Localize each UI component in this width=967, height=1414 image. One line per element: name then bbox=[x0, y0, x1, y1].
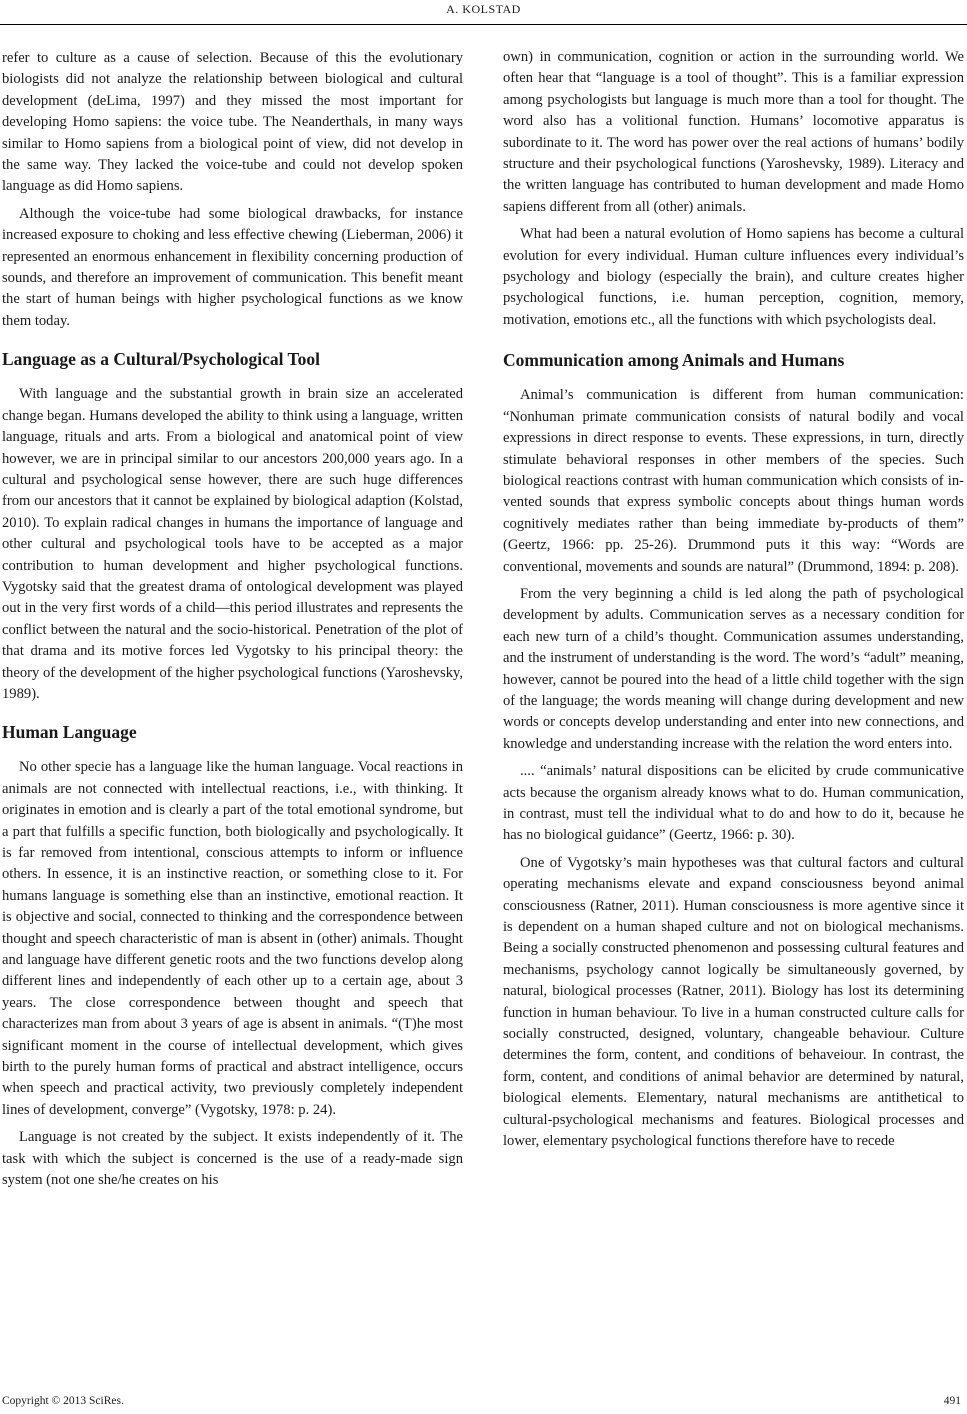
right-column bbox=[503, 47, 964, 1159]
paragraph: Animal’s communication is different from human communication: “Nonhuman primate communication consists of natural bodily and vocal expressions in direct response to events. These expressions, in turn, directly stimulate behavioral responses in other members of the species. Such biological reactions contrast with human communication which consists of invented sounds that express symbolic concepts about things human words cognitively mediates rather than being immediate by-products of them” (Geertz, 1966: pp. 25-26). Drummond puts it this way: “Words are conventional, movements and sounds are natural” (Drummond, 1894: p. 208). bbox=[503, 387, 964, 575]
section-heading: Communication among Animals and Humans bbox=[503, 350, 845, 371]
paragraph: One of Vygotsky’s main hypotheses was that cultural factors and cultural operating mechanisms elevate and expand consciousness beyond animal consciousness (Ratner, 2011). Human consciousness is more agentive since it is dependent on a human shaped culture and not on biological mechanisms. Being a socially constructed phenomenon and possessing cultural features and mechanisms, psychology cannot logically be simultaneously governed, by natural, biological processes (Ratner, 2011). Biology has lost its determining function in human behaviour. To live in a human constructed culture calls for socially constructed, designed, voluntary, changeable behaviour. Culture determines the form, content, and conditions of behaveiour. In contrast, the form, content, and conditions of animal behavior are determined by natural, biological elements. Elementary, natural mechanisms are antithetical to cultural-psychological mechanisms and features. Biological processes and lower, elementary psychological functions therefore have to recede bbox=[503, 854, 964, 1150]
paragraph: refer to culture as a cause of selection. Because of this the evolutionary biologists did not analyze the relationship between biological and cultural development (deLima, 1997) and they missed the most important for developing Homo sapiens: the voice tube. The Neanderthals, in many ways similar to Homo sapiens from a biological point of view, did not develop in the same way. They lacked the voice-tube and could not develop spoken language as did Homo sapiens. bbox=[2, 50, 463, 195]
paragraph: .... “animals’ natural dispositions can be elicited by crude communicative acts because the organism already knows what to do. Human communication, in contrast, must tell the individual what to do and how to do it, because he has no biological guidance” (Geertz, 1966: p. 30). bbox=[503, 763, 964, 844]
paragraph: What had been a natural evolution of Homo sapiens has become a cultural evolution for every individual. Human culture influences every individual’s psychology and biology (especially the brain), and culture creates higher psychological functions, i.e. human perception, cognition, memory, motivation, emotions etc., all the functions with which psychologists deal. bbox=[503, 226, 964, 328]
running-head: A. KOLSTAD bbox=[446, 2, 521, 16]
paragraph: With language and the substantial growth in brain size an accelerated change began. Humans developed the ability to think using a language, written language, rituals and arts. From a biological and anatomical point of view however, we are in principal similar to our ancestors 200,000 years ago. In a cultural and psychological sense however, there are such huge differences from our ancestors that it cannot be explained by biological adaption (Kolstad, 2010). To explain radical changes in humans the importance of language and other cultural and psychological tools have to be accepted as a major contribution to human development and higher psychological functions. Vygotsky said that the greatest drama of ontological development was played out in the very first words of a child—this period illustrates and represents the conflict between the natural and the socio-historical. Penetration of the plot of that drama and its motive forces led Vygotsky to his principal theory: the theory of the development of the higher psychological functions (Yaroshevsky, 1989). bbox=[2, 386, 463, 702]
paragraph: From the very beginning a child is led along the path of psychological development by adults. Communication serves as a necessary condition for each new turn of a child’s thought. Communication assumes understanding, and the instrument of understanding is the word. The word’s “adult” meaning, however, cannot be poured into the head of a little child together with the sign of the language; the words meaning will change during development and new words or concepts develop understanding and enter into new connections, and knowledge and understanding increase with the relation the word enters into. bbox=[503, 585, 964, 752]
header-rule bbox=[0, 24, 967, 25]
paragraph: own) in communication, cognition or action in the surrounding world. We often hear that “language is a tool of thought”. This is a familiar expression among psychologists but language is much more than a tool for thought. The word also has a volitional function. Humans’ locomotive apparatus is subordinate to it. The word has power over the real actions of humans’ bodily structure and their psychological functions (Yaroshevsky, 1989). Literacy and the written language has contributed to human development and made Homo sapiens different from all (other) animals. bbox=[503, 49, 964, 215]
section-heading: Language as a Cultural/Psychological Tool bbox=[2, 349, 320, 370]
paragraph: Language is not created by the subject. It exists independently of it. The task with which the subject is concerned is the use of a ready-made sign system (not one she/he creates on his bbox=[2, 1129, 463, 1189]
copyright-notice: Copyright © 2013 SciRes. bbox=[2, 1395, 124, 1407]
left-column bbox=[2, 48, 463, 1198]
section-heading: Human Language bbox=[2, 722, 137, 743]
paragraph: No other specie has a language like the human language. Vocal reactions in animals are not connected with intellectual reactions, i.e., with thinking. It originates in emotion and is clearly a part of the total emotional syndrome, but a part that fulfills a specific function, both biologically and psychologically. It is far removed from intentional, conscious attempts to inform or influence others. In essence, it is an instinctive reaction, or something close to it. For humans language is something else than an instinctive, emotional reaction. It is objective and social, connected to thinking and the correspondence between thought and speech characteristic of man is absent in (other) animals. Thought and language have different genetic roots and the two functions develop along different lines and independently of each other up to a certain age, about 3 years. The close correspondence between thought and speech that characterizes man from about 3 years of age is absent in animals. “(T)he most significant moment in the course of intellectual development, which gives birth to the purely human forms of practical and abstract intelligence, occurs when speech and practical activity, two previously completely independent lines of development, converge” (Vygotsky, 1978: p. 24). bbox=[2, 759, 463, 1118]
page-number: 491 bbox=[943, 1395, 961, 1407]
paragraph: Although the voice-tube had some biological drawbacks, for instance increased exposure to choking and less effective chewing (Lieberman, 2006) it represented an enormous enhancement in flexibility concerning production of sounds, and therefore an improvement of communication. This benefit meant the start of human beings with higher psychological functions as we know them today. bbox=[2, 205, 463, 329]
